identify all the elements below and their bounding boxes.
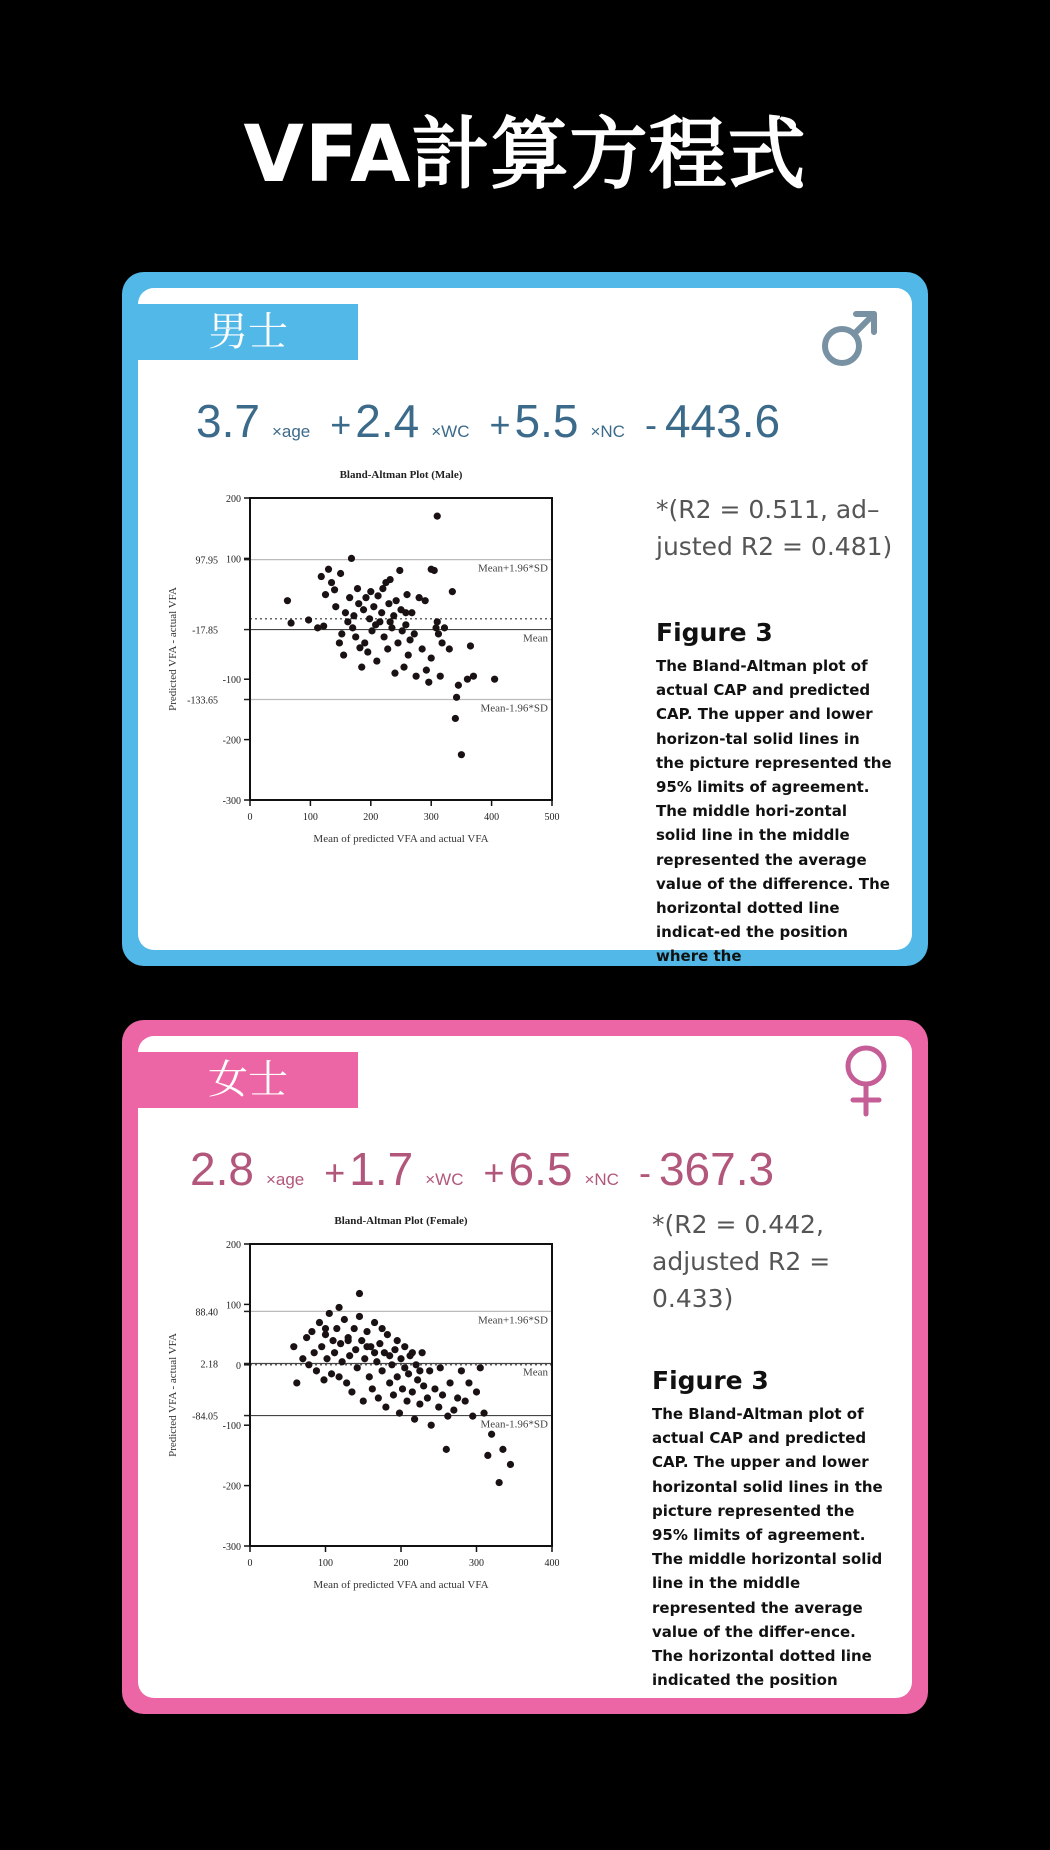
data-point: [308, 1328, 315, 1335]
data-point: [507, 1461, 514, 1468]
intercept: 367.3: [658, 1143, 775, 1195]
data-point: [491, 676, 498, 683]
female-stats: [652, 1206, 892, 1317]
female-card-body: [138, 1036, 912, 1698]
reference-line-label: Mean-1.96*SD: [480, 1418, 548, 1431]
data-point: [449, 588, 456, 595]
data-point: [358, 664, 365, 671]
data-point: [428, 566, 435, 573]
x-tick-label: 300: [469, 1558, 484, 1569]
data-point: [348, 555, 355, 562]
data-point: [465, 1379, 472, 1386]
reference-tick-label: 88.40: [195, 1307, 218, 1319]
data-point: [313, 1367, 320, 1374]
data-point: [419, 1349, 426, 1356]
data-point: [394, 1337, 401, 1344]
operator-minus: -: [644, 404, 657, 445]
y-axis-label: Predicted VFA - actual VFA: [167, 587, 179, 711]
term-nc: ×NC: [590, 422, 625, 441]
data-point: [363, 1328, 370, 1335]
reference-line-label: Mean+1.96*SD: [477, 562, 548, 575]
data-point: [318, 1343, 325, 1350]
data-point: [402, 621, 409, 628]
data-point: [467, 642, 474, 649]
operator-plus: +: [483, 1152, 505, 1193]
x-tick-label: 400: [544, 1558, 560, 1569]
data-point: [352, 633, 359, 640]
data-point: [390, 612, 397, 619]
data-point: [311, 1349, 318, 1356]
data-point: [376, 618, 383, 625]
male-symbol-icon: [818, 306, 882, 370]
male-figure-caption: The Bland-Altman plot of actual CAP and predicted CAP. The upper and lower horizon-tal solid lines in the picture represented the 95% limits of agreement. The middle hori-zontal solid line in the middle represented the average value of the difference. The horizontal dotted line indicat-ed the position where the: [656, 657, 892, 966]
coef-wc: 2.4: [355, 395, 420, 447]
data-point: [393, 597, 400, 604]
data-point: [420, 1382, 427, 1389]
female-equation: [190, 1142, 774, 1196]
data-point: [400, 664, 407, 671]
data-point: [477, 1364, 484, 1371]
data-point: [439, 1391, 446, 1398]
data-point: [484, 1452, 491, 1459]
term-wc: ×WC: [431, 422, 470, 441]
data-point: [399, 627, 406, 634]
data-point: [368, 627, 375, 634]
data-point: [323, 1355, 330, 1362]
x-tick-label: 200: [393, 1558, 409, 1569]
data-point: [458, 751, 465, 758]
data-point: [437, 1364, 444, 1371]
coef-age: 2.8: [190, 1143, 254, 1195]
data-point: [358, 1337, 365, 1344]
y-axis-label: Predicted VFA - actual VFA: [167, 1333, 179, 1457]
data-point: [406, 636, 413, 643]
data-point: [350, 612, 357, 619]
data-point: [373, 657, 380, 664]
data-point: [356, 1313, 363, 1320]
data-point: [322, 1325, 329, 1332]
data-point: [374, 592, 381, 599]
data-point: [413, 673, 420, 680]
operator-plus: +: [324, 1152, 346, 1193]
data-point: [335, 1304, 342, 1311]
data-point: [332, 603, 339, 610]
data-point: [450, 1407, 457, 1414]
male-figure-title: Figure 3: [656, 618, 773, 647]
data-point: [344, 618, 351, 625]
x-tick-label: 400: [484, 812, 500, 823]
data-point: [387, 618, 394, 625]
x-tick-label: 300: [423, 812, 439, 823]
female-symbol-icon: [838, 1042, 894, 1118]
data-point: [434, 513, 441, 520]
data-point: [386, 1352, 393, 1359]
data-point: [409, 1349, 416, 1356]
data-point: [458, 1367, 465, 1374]
data-point: [405, 1370, 412, 1377]
term-age: ×age: [271, 422, 311, 441]
data-point: [343, 1379, 350, 1386]
data-point: [370, 603, 377, 610]
data-point: [363, 1343, 370, 1350]
data-point: [346, 1352, 353, 1359]
data-point: [426, 1367, 433, 1374]
data-point: [337, 1340, 344, 1347]
data-point: [367, 588, 374, 595]
data-point: [337, 570, 344, 577]
data-point: [403, 1397, 410, 1404]
data-point: [351, 1325, 358, 1332]
x-tick-label: 100: [318, 1558, 333, 1569]
data-point: [342, 609, 349, 616]
stats-line: justed R2 = 0.481): [656, 532, 893, 561]
data-point: [390, 1391, 397, 1398]
data-point: [331, 1349, 338, 1356]
data-point: [299, 1355, 306, 1362]
data-point: [366, 1373, 373, 1380]
plot-frame: [250, 1244, 552, 1546]
y-tick-label: -300: [222, 796, 241, 807]
data-point: [379, 1325, 386, 1332]
data-point: [438, 639, 445, 646]
data-point: [419, 645, 426, 652]
data-point: [371, 1319, 378, 1326]
data-point: [349, 624, 356, 631]
male-equation: [196, 394, 780, 448]
data-point: [364, 648, 371, 655]
data-point: [428, 654, 435, 661]
data-point: [356, 1290, 363, 1297]
x-axis-label: Mean of predicted VFA and actual VFA: [313, 833, 489, 845]
data-point: [384, 645, 391, 652]
data-point: [444, 1413, 451, 1420]
data-point: [305, 616, 312, 623]
data-point: [397, 1355, 404, 1362]
reference-tick-label: -84.05: [192, 1411, 218, 1423]
x-tick-label: 0: [247, 1558, 253, 1569]
data-point: [371, 1349, 378, 1356]
data-point: [443, 1446, 450, 1453]
stats-line: adjusted R2 =: [652, 1247, 831, 1276]
data-point: [352, 1346, 359, 1353]
reference-line-label: Mean-1.96*SD: [480, 702, 548, 715]
reference-tick-label: 2.18: [200, 1359, 218, 1371]
data-point: [396, 1410, 403, 1417]
data-point: [355, 600, 362, 607]
data-point: [409, 1388, 416, 1395]
data-point: [446, 645, 453, 652]
data-point: [360, 1397, 367, 1404]
data-point: [431, 1385, 438, 1392]
data-point: [401, 1364, 408, 1371]
male-card-body: [138, 288, 912, 966]
data-point: [325, 566, 332, 573]
data-point: [331, 586, 338, 593]
data-point: [284, 597, 291, 604]
coef-wc: 1.7: [349, 1143, 414, 1195]
operator-minus: -: [638, 1152, 651, 1193]
data-point: [336, 639, 343, 646]
data-point: [387, 576, 394, 583]
data-point: [437, 673, 444, 680]
data-point: [394, 639, 401, 646]
data-point: [328, 579, 335, 586]
data-point: [303, 1334, 310, 1341]
data-point: [428, 1422, 435, 1429]
data-point: [385, 600, 392, 607]
data-point: [435, 630, 442, 637]
coef-age: 3.7: [196, 395, 260, 447]
data-point: [441, 624, 448, 631]
data-point: [341, 1316, 348, 1323]
data-point: [333, 1325, 340, 1332]
data-point: [402, 609, 409, 616]
reference-line-label: Mean+1.96*SD: [477, 1314, 548, 1327]
x-axis-label: Mean of predicted VFA and actual VFA: [313, 1579, 489, 1591]
data-point: [360, 606, 367, 613]
data-point: [339, 1358, 346, 1365]
data-point: [379, 1367, 386, 1374]
male-card: [122, 272, 928, 966]
data-point: [446, 1379, 453, 1386]
page-title: VFA計算方程式: [243, 110, 807, 200]
data-point: [435, 1403, 442, 1410]
data-point: [480, 1410, 487, 1417]
data-point: [399, 1385, 406, 1392]
data-point: [378, 609, 385, 616]
data-point: [405, 651, 412, 658]
y-tick-label: -100: [222, 1421, 241, 1433]
data-point: [454, 1394, 461, 1401]
data-point: [380, 633, 387, 640]
data-point: [423, 667, 430, 674]
data-point: [320, 1376, 327, 1383]
y-tick-label: 100: [226, 1300, 241, 1312]
stats-line: 0.433): [652, 1284, 734, 1313]
data-point: [416, 1400, 423, 1407]
data-point: [361, 1355, 368, 1362]
intercept: 443.6: [664, 395, 781, 447]
data-point: [403, 591, 410, 598]
data-point: [388, 1361, 395, 1368]
data-point: [391, 1346, 398, 1353]
stats-line: *(R2 = 0.442,: [652, 1210, 824, 1239]
coef-nc: 5.5: [514, 395, 579, 447]
chart-title: Bland-Altman Plot (Male): [339, 469, 463, 481]
data-point: [375, 1394, 382, 1401]
data-point: [346, 594, 353, 601]
reference-line-label: Mean: [522, 1366, 548, 1379]
female-card: [122, 1020, 928, 1714]
female-bland-altman-chart: [158, 1204, 628, 1664]
data-point: [362, 594, 369, 601]
data-point: [488, 1431, 495, 1438]
data-point: [329, 1337, 336, 1344]
data-point: [425, 679, 432, 686]
data-point: [318, 573, 325, 580]
x-tick-label: 0: [247, 812, 253, 823]
data-point: [354, 1364, 361, 1371]
female-label: 女士: [138, 1052, 358, 1108]
data-point: [361, 639, 368, 646]
data-point: [382, 1403, 389, 1410]
data-point: [373, 1358, 380, 1365]
x-tick-label: 500: [544, 812, 560, 823]
data-point: [366, 615, 373, 622]
data-point: [340, 651, 347, 658]
y-tick-label: 0: [236, 1360, 241, 1372]
data-point: [354, 585, 361, 592]
male-label: 男士: [138, 304, 358, 360]
data-point: [328, 1370, 335, 1377]
data-point: [496, 1479, 503, 1486]
y-tick-label: -300: [222, 1542, 241, 1553]
data-point: [290, 1343, 297, 1350]
data-point: [345, 1337, 352, 1344]
male-stats: [656, 491, 896, 565]
reference-tick-label: -133.65: [187, 695, 218, 707]
reference-line-label: Mean: [522, 632, 548, 645]
term-wc: ×WC: [425, 1170, 464, 1189]
y-tick-label: -200: [222, 735, 241, 747]
plot-frame: [250, 498, 552, 800]
data-point: [348, 1388, 355, 1395]
data-point: [473, 1388, 480, 1395]
data-point: [326, 1310, 333, 1317]
operator-plus: +: [330, 404, 352, 445]
data-point: [384, 1331, 391, 1338]
x-tick-label: 100: [302, 812, 318, 823]
stats-line: *(R2 = 0.511, ad–: [656, 495, 880, 524]
male-bland-altman-chart: [158, 458, 628, 918]
term-age: ×age: [265, 1170, 305, 1189]
female-figure-caption: The Bland-Altman plot of actual CAP and predicted CAP. The upper and lower horizontal solid lines in the picture represented the 95% limits of agreement. The middle horizontal solid line in the middle represented the average value of the differ-ence. The horizontal dotted line indicated the position: [652, 1405, 883, 1690]
data-point: [422, 597, 429, 604]
reference-tick-label: 97.95: [195, 555, 218, 567]
data-point: [452, 715, 459, 722]
data-point: [287, 619, 294, 626]
data-point: [386, 1379, 393, 1386]
data-point: [376, 1340, 383, 1347]
data-point: [391, 670, 398, 677]
x-tick-label: 200: [363, 812, 379, 823]
data-point: [338, 630, 345, 637]
operator-plus: +: [489, 404, 511, 445]
y-tick-label: -200: [222, 1481, 241, 1493]
data-point: [413, 1361, 420, 1368]
data-point: [394, 1373, 401, 1380]
data-point: [453, 694, 460, 701]
data-point: [499, 1446, 506, 1453]
data-point: [305, 1361, 312, 1368]
reference-tick-label: -17.85: [192, 625, 218, 637]
data-point: [455, 682, 462, 689]
data-point: [416, 1367, 423, 1374]
data-point: [320, 622, 327, 629]
data-point: [414, 1376, 421, 1383]
data-point: [396, 567, 403, 574]
data-point: [470, 673, 477, 680]
data-point: [411, 630, 418, 637]
data-point: [424, 1394, 431, 1401]
y-tick-label: 200: [226, 1240, 241, 1251]
chart-title: Bland-Altman Plot (Female): [334, 1215, 468, 1227]
data-point: [316, 1319, 323, 1326]
data-point: [335, 1373, 342, 1380]
female-figure-title: Figure 3: [652, 1366, 769, 1395]
y-tick-label: -100: [222, 675, 241, 687]
coef-nc: 6.5: [508, 1143, 573, 1195]
data-point: [411, 1416, 418, 1423]
data-point: [469, 1413, 476, 1420]
data-point: [401, 1343, 408, 1350]
y-tick-label: 200: [226, 494, 241, 505]
data-point: [293, 1379, 300, 1386]
data-point: [322, 591, 329, 598]
y-tick-label: 100: [226, 554, 241, 566]
term-nc: ×NC: [584, 1170, 619, 1189]
data-point: [434, 618, 441, 625]
data-point: [369, 1385, 376, 1392]
data-point: [462, 1397, 469, 1404]
